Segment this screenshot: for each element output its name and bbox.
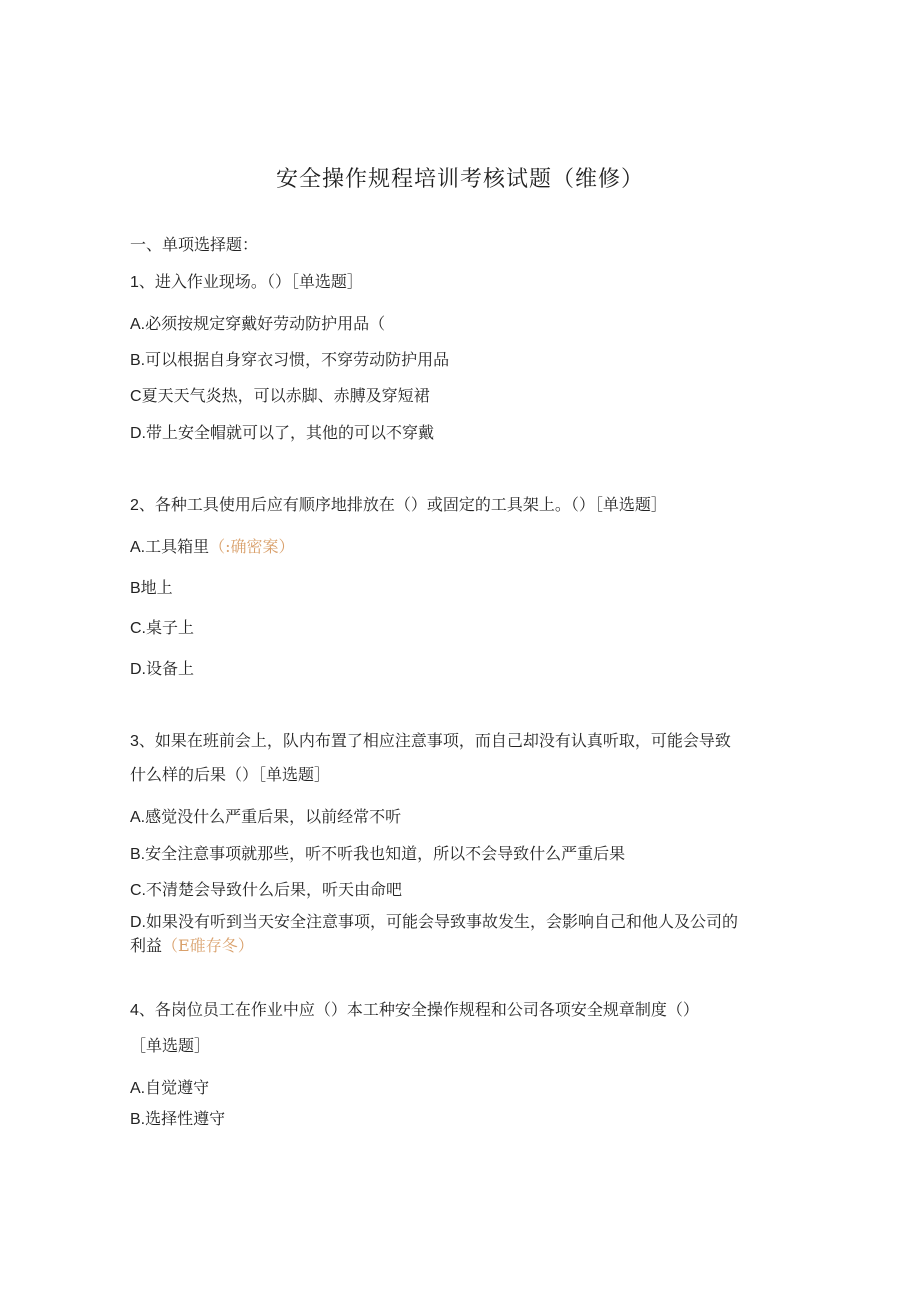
option-letter: C. — [130, 882, 146, 899]
option-text: 工具箱里 — [145, 537, 210, 556]
option-letter: A. — [130, 809, 146, 826]
option-letter: C — [130, 388, 142, 405]
question-3-option-b[interactable] — [130, 844, 625, 865]
question-2-option-a[interactable] — [130, 537, 295, 558]
option-letter: A. — [130, 1080, 146, 1097]
question-2-option-d[interactable] — [130, 659, 194, 680]
question-3-stem-continued: 什么样的后果（）［单选题］ — [130, 765, 331, 784]
option-text: 如果没有听到当天安全注意事项，可能会导致事故发生，会影响自己和他人及公司的 — [146, 912, 739, 931]
question-1-option-d[interactable] — [130, 423, 434, 444]
answer-note: （:确密案） — [209, 537, 295, 556]
option-text: 可以根据自身穿衣习惯，不穿劳动防护用品 — [145, 350, 450, 369]
question-3-stem — [130, 731, 731, 752]
option-text: 必须按规定穿戴好劳动防护用品（ — [145, 314, 386, 333]
option-text: 桌子上 — [146, 618, 195, 637]
question-1-option-c[interactable] — [130, 386, 430, 407]
option-text: 夏天天气炎热，可以赤脚、赤膊及穿短裙 — [141, 386, 430, 405]
question-text: 、如果在班前会上，队内布置了相应注意事项，而自己却没有认真听取，可能会导致 — [138, 731, 731, 750]
question-3-option-c[interactable] — [130, 880, 402, 901]
option-text: 不清楚会导致什么后果，听天由命吧 — [146, 880, 403, 899]
option-letter: D. — [130, 425, 146, 442]
option-text: 设备上 — [146, 659, 195, 678]
question-2-stem — [130, 495, 667, 516]
option-letter: D. — [130, 914, 146, 931]
question-text: 、进入作业现场。（）［单选题］ — [138, 272, 363, 291]
question-3-option-d-continued — [130, 936, 254, 956]
question-4-stem — [130, 1000, 699, 1021]
question-1-option-a[interactable] — [130, 314, 385, 335]
question-4-option-b[interactable] — [130, 1109, 225, 1130]
question-1-option-b[interactable] — [130, 350, 449, 371]
option-text: 带上安全帽就可以了，其他的可以不穿戴 — [146, 423, 435, 442]
question-2-option-c[interactable] — [130, 618, 194, 639]
question-3-option-d[interactable] — [130, 912, 738, 933]
section-heading: 一、单项选择题： — [130, 235, 259, 254]
question-3-option-a[interactable] — [130, 807, 401, 828]
question-4-option-a[interactable] — [130, 1078, 209, 1099]
option-text: 安全注意事项就那些，听不听我也知道，所以不会导致什么严重后果 — [145, 844, 626, 863]
option-letter: C. — [130, 620, 146, 637]
question-4-stem-continued: ［单选题］ — [130, 1036, 211, 1055]
question-number: 2 — [130, 497, 139, 514]
option-letter: D. — [130, 661, 146, 678]
question-1-stem — [130, 272, 363, 293]
option-letter: A. — [130, 316, 146, 333]
option-letter: A. — [130, 539, 146, 556]
question-text: 、各种工具使用后应有顺序地排放在（）或固定的工具架上。（）［单选题］ — [138, 495, 667, 514]
option-letter: B. — [130, 352, 146, 369]
option-letter: B. — [130, 1111, 146, 1128]
question-number: 4 — [130, 1002, 139, 1019]
option-text: 感觉没什么严重后果，以前经常不听 — [145, 807, 402, 826]
option-text: 选择性遵守 — [145, 1109, 226, 1128]
option-letter: B — [130, 580, 141, 597]
option-letter: B. — [130, 846, 146, 863]
page-title: 安全操作规程培训考核试题（维修） — [275, 167, 644, 192]
question-number: 1 — [130, 274, 139, 291]
answer-note: （E碓存冬） — [162, 936, 254, 955]
question-text: 、各岗位员工在作业中应（）本工种安全操作规程和公司各项安全规章制度（） — [138, 1000, 699, 1019]
question-2-option-b[interactable] — [130, 578, 173, 599]
option-text: 地上 — [140, 578, 173, 597]
option-text: 自觉遵守 — [145, 1078, 210, 1097]
question-number: 3 — [130, 733, 139, 750]
option-text-continued: 利益 — [130, 936, 163, 955]
